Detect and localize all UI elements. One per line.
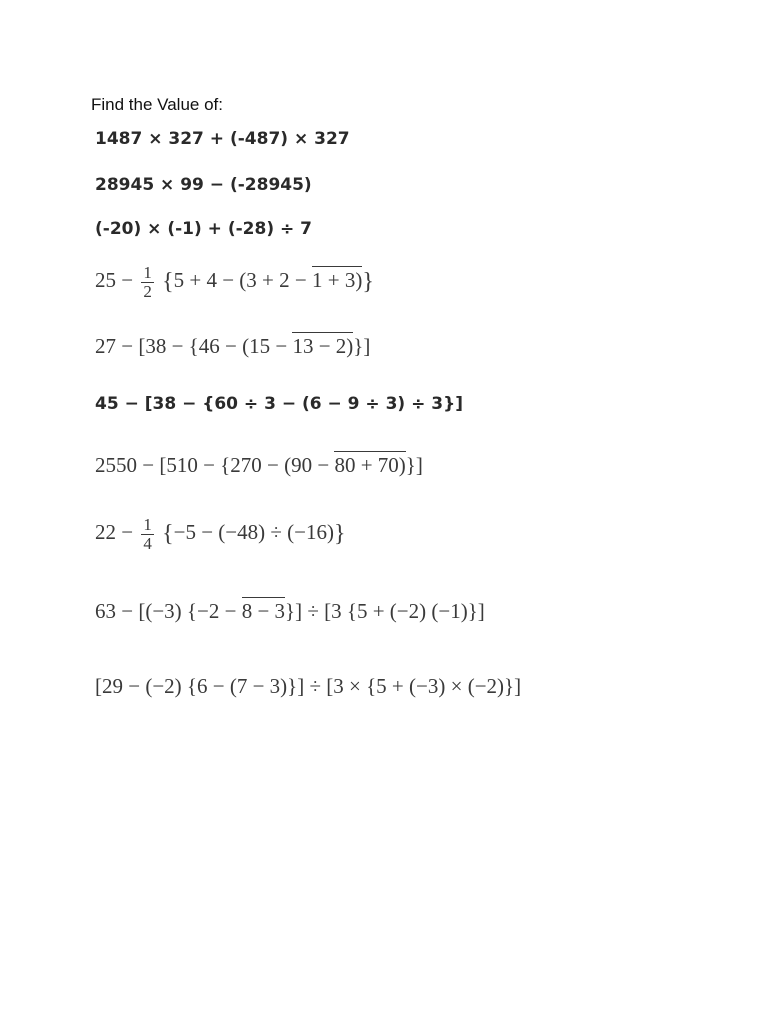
expression-10: [29 − (−2) {6 − (7 − 3)}] ÷ [3 × {5 + (−3) × (−2)}] bbox=[95, 674, 522, 698]
expression-5-tail: }] bbox=[353, 334, 371, 358]
expression-5 bbox=[95, 334, 370, 359]
fraction-denominator: 2 bbox=[143, 281, 152, 301]
expression-8-fraction bbox=[141, 516, 154, 553]
vinculum-term: 1 + 3) bbox=[312, 268, 363, 293]
expression-4 bbox=[95, 264, 374, 301]
expression-3: (-20) × (-1) + (-28) ÷ 7 bbox=[95, 219, 312, 239]
expression-2: 28945 × 99 − (-28945) bbox=[95, 175, 312, 195]
brace-open: { bbox=[162, 269, 174, 296]
vinculum-term: 13 − 2) bbox=[292, 334, 354, 358]
expression-8 bbox=[95, 516, 346, 553]
fraction-denominator: 4 bbox=[143, 533, 152, 553]
expression-8-lead: 22 − bbox=[95, 520, 134, 545]
expression-5-body: 27 − [38 − {46 − (15 − bbox=[95, 334, 293, 358]
expression-7-tail: }] bbox=[405, 453, 423, 477]
page-title: Find the Value of: bbox=[91, 95, 223, 114]
fraction-numerator: 1 bbox=[143, 515, 152, 534]
expression-9-body: 63 − [(−3) {−2 − bbox=[95, 599, 242, 623]
expression-9 bbox=[95, 599, 485, 624]
brace-close: } bbox=[362, 269, 374, 296]
brace-open: { bbox=[162, 521, 174, 548]
vinculum-term: 8 − 3 bbox=[241, 599, 286, 623]
expression-4-lead: 25 − bbox=[95, 268, 134, 293]
expression-7 bbox=[95, 453, 423, 478]
expression-9-tail: }] ÷ [3 {5 + (−2) (−1)}] bbox=[285, 599, 485, 623]
fraction-numerator: 1 bbox=[143, 263, 152, 282]
expression-4-body: 5 + 4 − (3 + 2 − bbox=[173, 268, 312, 293]
vinculum-term: 80 + 70) bbox=[334, 453, 406, 477]
expression-1: 1487 × 327 + (-487) × 327 bbox=[95, 129, 350, 149]
brace-close: } bbox=[334, 521, 346, 548]
expression-6: 45 − [38 − {60 ÷ 3 − (6 − 9 ÷ 3) ÷ 3}] bbox=[95, 394, 463, 414]
expression-4-fraction bbox=[141, 264, 154, 301]
expression-8-body: −5 − (−48) ÷ (−16) bbox=[173, 520, 334, 545]
expression-7-body: 2550 − [510 − {270 − (90 − bbox=[95, 453, 335, 477]
